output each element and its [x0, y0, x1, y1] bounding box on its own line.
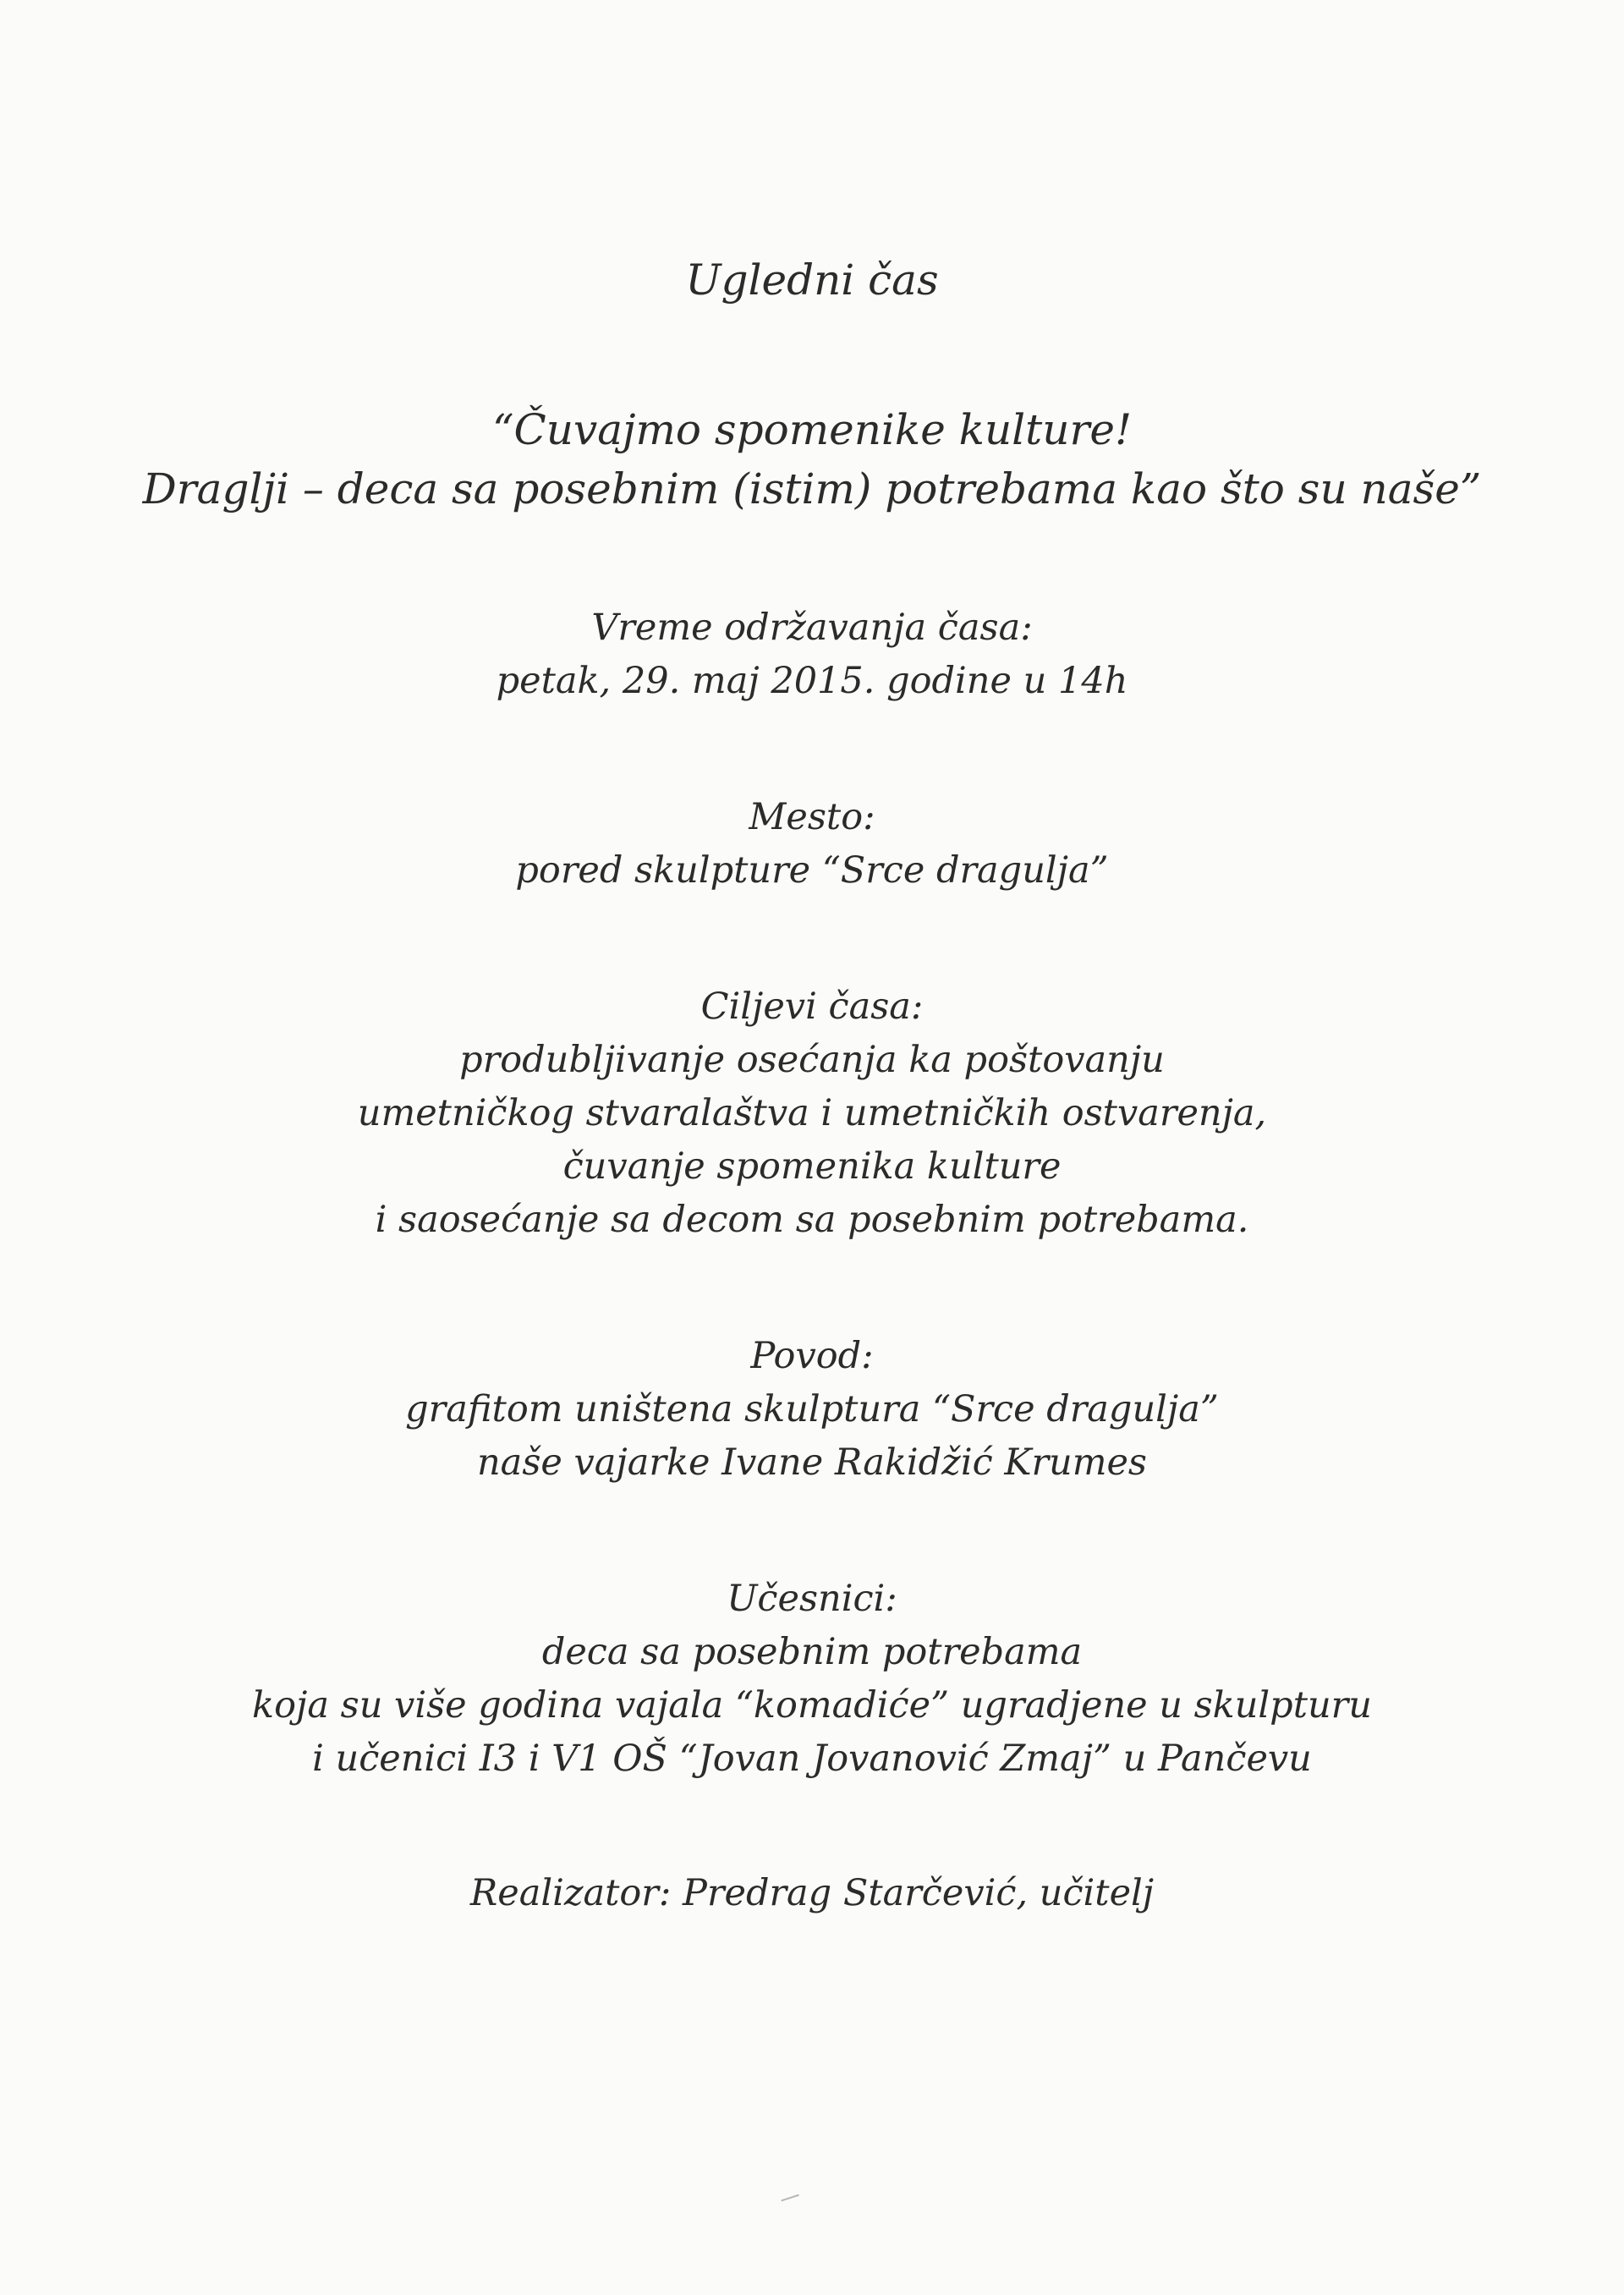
headline-line-2: Draglji – deca sa posebnim (istim) potrebama kao što su naše” — [142, 464, 1482, 513]
section-line: grafitom uništena skulptura “Srce dragulja” — [405, 1388, 1219, 1430]
section-place — [0, 791, 1624, 898]
section-line: deca sa posebnim potrebama — [541, 1631, 1083, 1673]
pen-mark — [781, 2194, 800, 2206]
section-line: i saosećanje sa decom sa posebnim potrebama. — [375, 1199, 1249, 1241]
section-heading: Mesto: — [749, 796, 875, 838]
document-body — [0, 254, 1624, 1920]
headline-line-1: “Čuvajmo spomenike kulture! — [491, 405, 1133, 454]
section-time — [0, 601, 1624, 708]
headline-block — [0, 400, 1624, 519]
section-line: i učenici I3 i V1 OŠ “Jovan Jovanović Zmaj” u Pančevu — [312, 1738, 1312, 1780]
section-heading: Povod: — [750, 1335, 874, 1377]
section-line: naše vajarke Ivane Rakidžić Krumes — [476, 1441, 1147, 1484]
section-line: petak, 29. maj 2015. godine u 14h — [496, 660, 1128, 702]
section-participants — [0, 1573, 1624, 1786]
section-line: pored skulpture “Srce dragulja” — [515, 849, 1109, 892]
section-heading: Ciljevi časa: — [700, 986, 924, 1028]
section-heading: Učesnici: — [727, 1578, 897, 1620]
section-occasion — [0, 1330, 1624, 1490]
section-line: čuvanje spomenika kulture — [562, 1145, 1062, 1188]
document-title: Ugledni čas — [685, 255, 939, 305]
section-goals — [0, 980, 1624, 1247]
section-line: produbljivanje osećanja ka poštovanju — [459, 1039, 1165, 1081]
section-line: koja su više godina vajala “komadiće” ugradjene u skulpturu — [252, 1684, 1372, 1727]
section-heading: Vreme održavanja časa: — [591, 607, 1033, 649]
section-line: umetničkog stvaralaštva i umetničkih ostvarenja, — [357, 1092, 1267, 1134]
realizator-line: Realizator: Predrag Starčević, učitelj — [469, 1872, 1155, 1914]
